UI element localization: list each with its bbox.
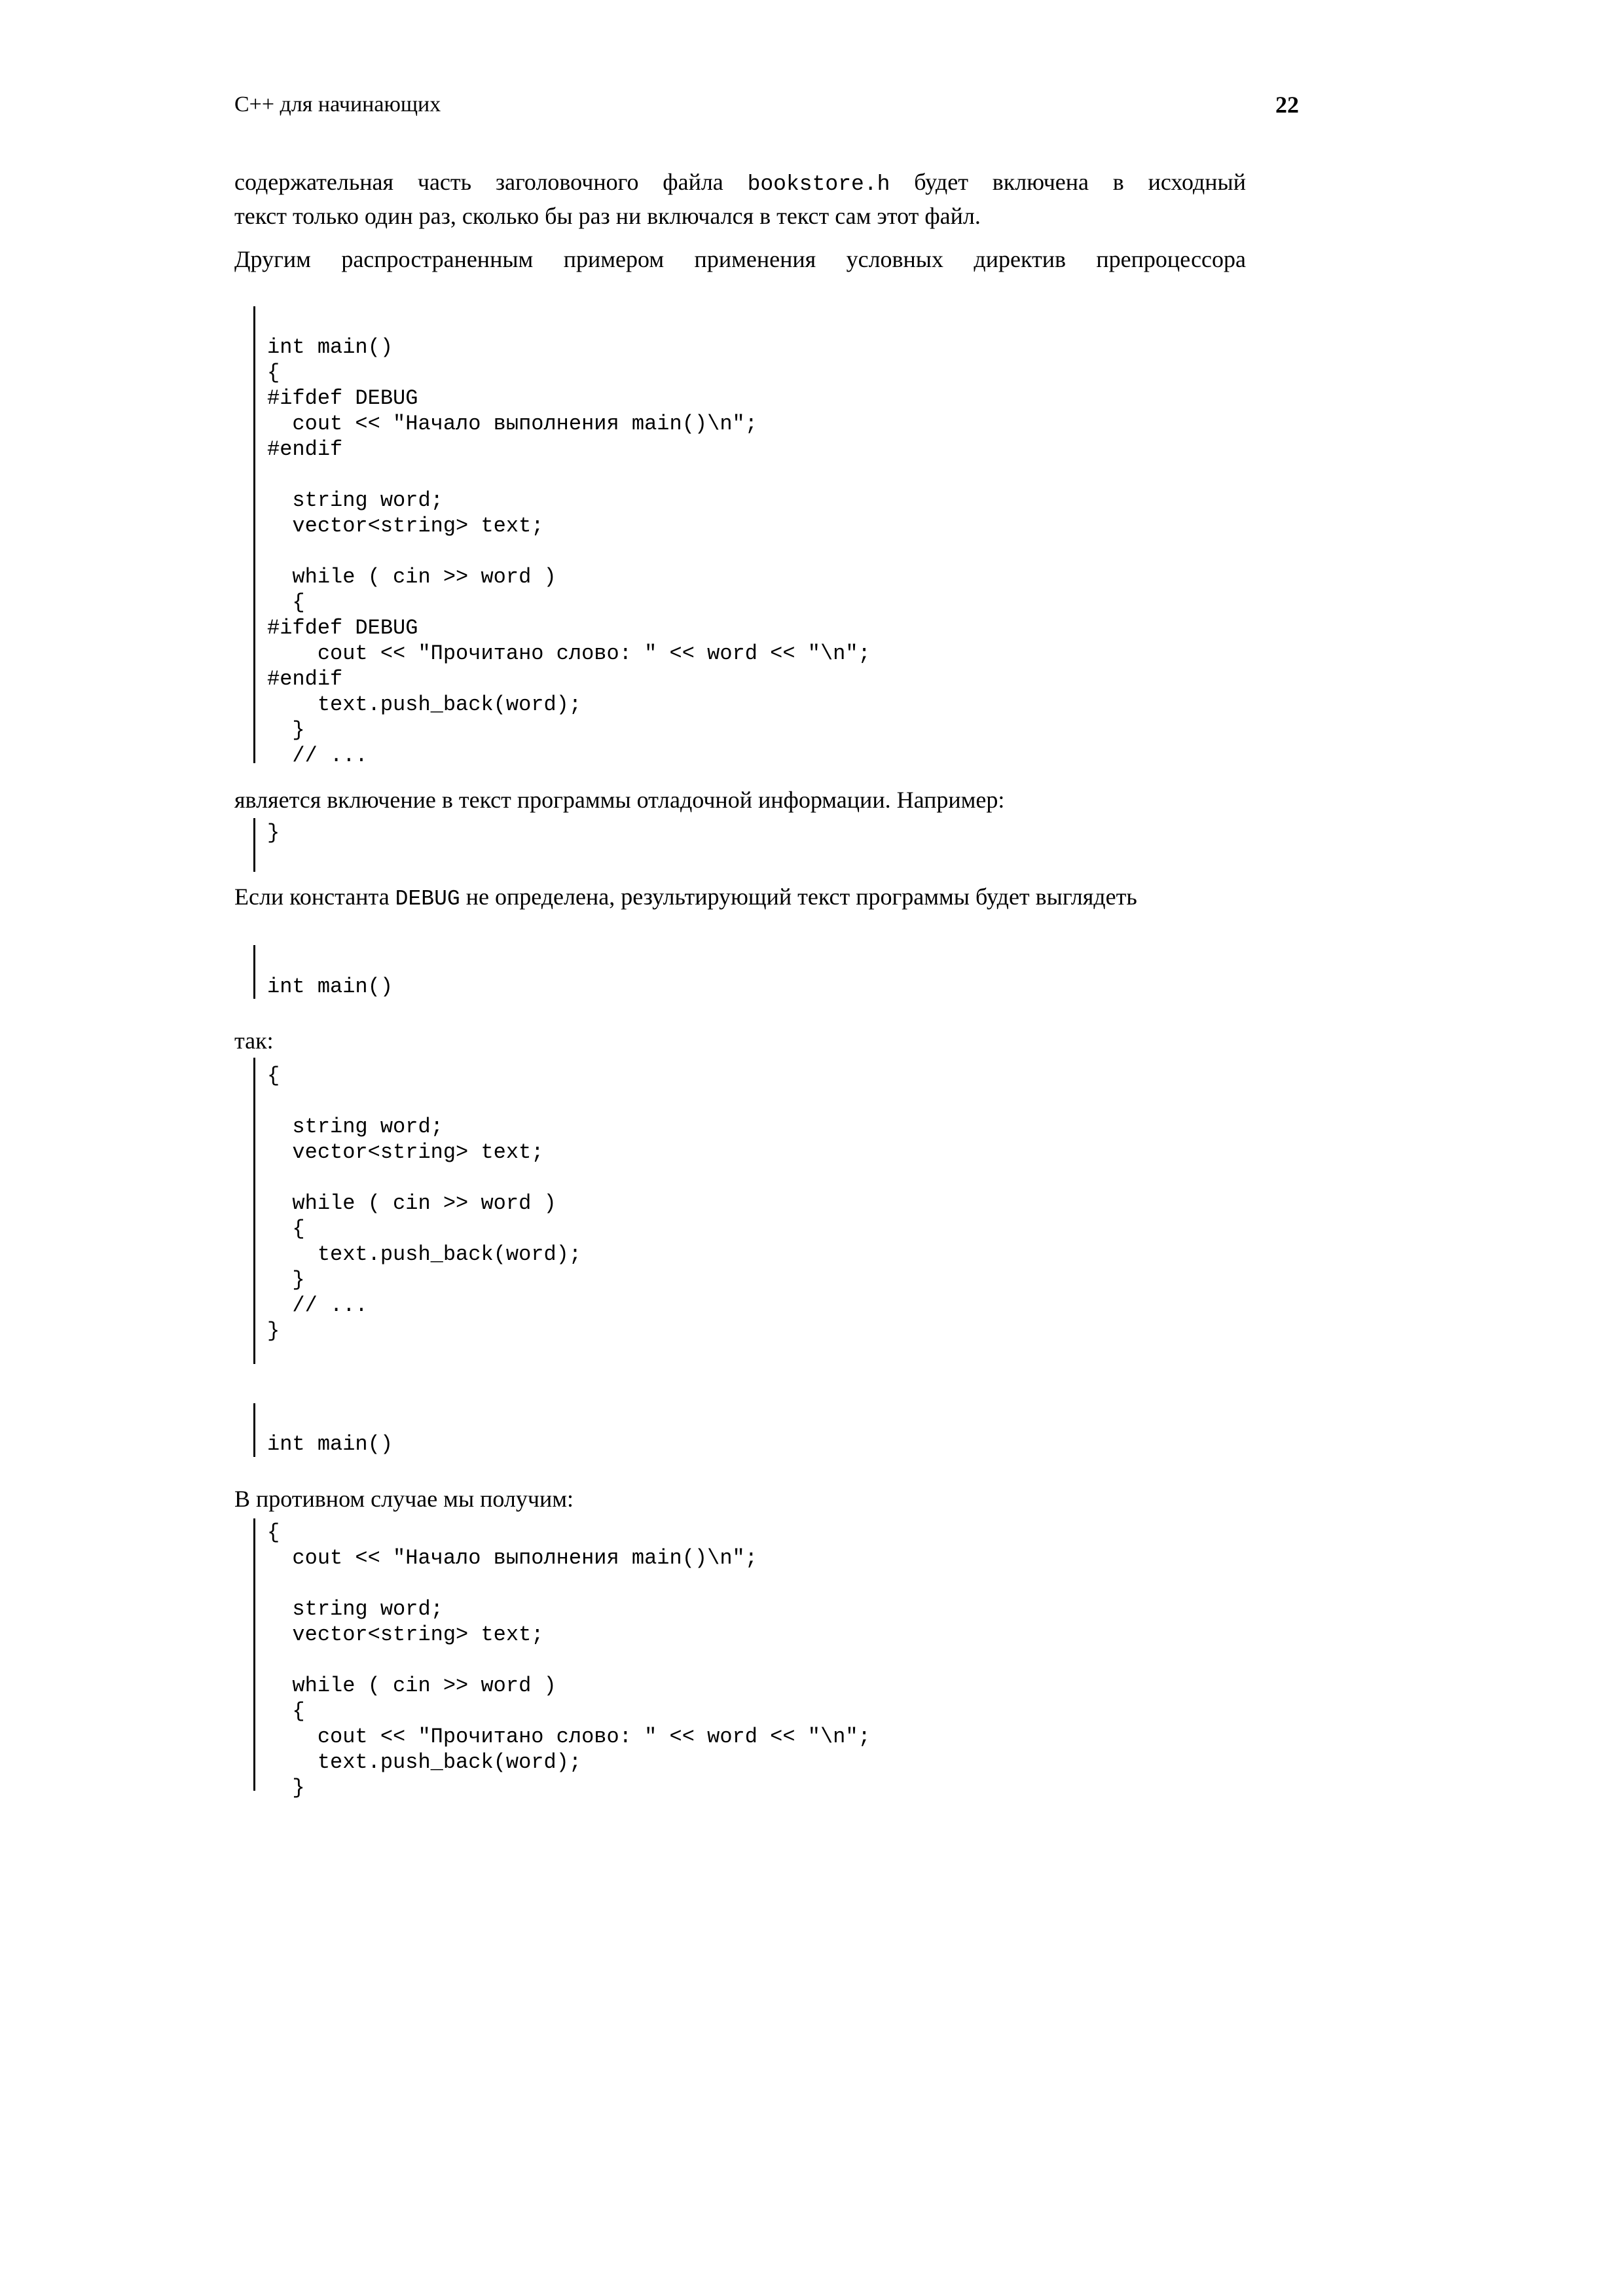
paragraph-otherwise: В противном случае мы получим: [234, 1486, 574, 1512]
para1-line1: содержательная часть заголовочного файла bookstore.h будет включена в исходный [234, 169, 1246, 196]
code-block-closing-brace: } [267, 821, 280, 845]
code-block-bar [253, 1058, 255, 1364]
code-block-with-debug: { cout << "Начало выполнения main()\n"; string word; vector<string> text; while ( cin >> word ) { cout << "Прочитано слово: " << word << "\n"; text.push_back(word); } [267, 1520, 871, 1800]
code-block-bar [253, 1518, 255, 1791]
code-block-bar [253, 945, 255, 999]
code-block-main-signature: int main() [267, 975, 393, 999]
code-block-debug-full: int main() { #ifdef DEBUG cout << "Начало выполнения main()\n"; #endif string word; vector<string> text; while ( cin >> word ) { #ifdef DEBUG cout << "Прочитано слово: " << word << "\n"; #endif text.push_back(word); } // ... [267, 335, 871, 768]
paragraph-debug-info: является включение в текст программы отладочной информации. Например: [234, 787, 1005, 813]
paragraph-conditional-directives: Другим распространенным примером применения условных директив препроцессора [234, 246, 1246, 272]
code-block-bar [253, 818, 255, 872]
paragraph-bookstore-include [234, 166, 1246, 232]
page-number: 22 [1275, 92, 1299, 118]
code-block-without-debug: { string word; vector<string> text; while ( cin >> word ) { text.push_back(word); } // ... } [267, 1064, 582, 1343]
inline-code-filename: bookstore.h [747, 172, 890, 196]
code-block-bar [253, 306, 255, 763]
inline-code-debug: DEBUG [395, 887, 460, 911]
code-block-bar [253, 1403, 255, 1457]
running-title: C++ для начинающих [234, 92, 441, 117]
paragraph-debug-undefined: Если константа DEBUG не определена, результирующий текст программы будет выглядеть [234, 884, 1137, 911]
code-block-main-signature-2: int main() [267, 1432, 393, 1456]
para1-line2: текст только один раз, сколько бы раз ни включался в текст сам этот файл. [234, 203, 981, 229]
paragraph-so: так: [234, 1028, 274, 1054]
